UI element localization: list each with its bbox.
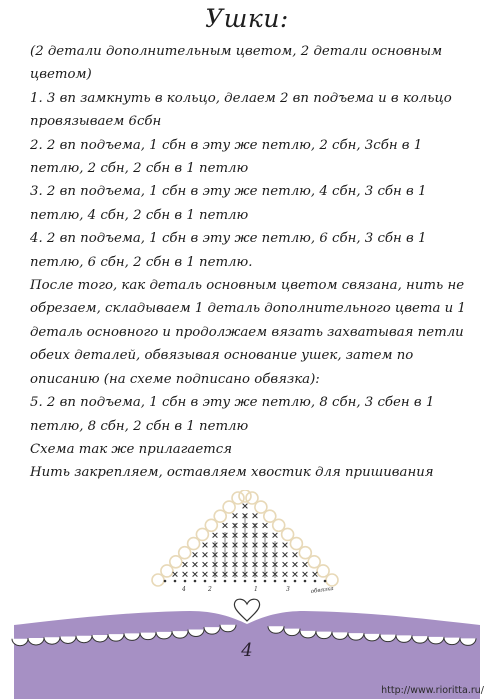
chain-dot: [214, 580, 217, 583]
stitch-mark: [213, 533, 218, 538]
stitch-mark: [193, 552, 198, 557]
row-label-3: 3: [286, 586, 290, 593]
stitch-mark: [203, 552, 208, 557]
stitch-mark: [193, 562, 198, 567]
chain-dot: [164, 580, 167, 583]
paragraph-finish: Нить закрепляем, оставляем хвостик для пришивания: [30, 465, 434, 481]
paragraph-intro: (2 детали дополнительным цветом, 2 детали основным цветом): [30, 44, 443, 83]
stitch-mark: [243, 504, 248, 509]
edging-loop: [326, 574, 338, 586]
chain-dot: [284, 580, 287, 583]
chain-dot: [294, 580, 297, 583]
chain-dot: [314, 580, 317, 583]
stitch-mark: [313, 572, 318, 577]
stitch-mark: [233, 513, 238, 518]
stitch-mark: [203, 562, 208, 567]
stitch-mark: [303, 562, 308, 567]
stitch-mark: [293, 562, 298, 567]
chain-dot: [304, 580, 307, 583]
paragraph-row-3: 3. 2 вп подъема, 1 сбн в эту же петлю, 4 сбн, 3 сбн в 1 петлю, 4 сбн, 2 сбн в 1 петлю: [30, 184, 427, 223]
paragraph-row-4: 4. 2 вп подъема, 1 сбн в эту же петлю, 6 сбн, 3 сбн в 1 петлю, 6 сбн, 2 сбн в 1 петлю.: [30, 231, 427, 270]
heart-icon: [234, 599, 259, 621]
stitch-mark: [193, 572, 198, 577]
chain-dot: [254, 580, 257, 583]
page-title: Ушки:: [205, 4, 289, 33]
row-label-4: 4: [182, 586, 186, 593]
edging-loop: [152, 574, 164, 586]
paragraph-row-1: 1. 3 вп замкнуть в кольцо, делаем 2 вп подъема и в кольцо провязываем 6сбн: [30, 90, 452, 130]
row-label-1: 1: [254, 586, 258, 593]
chain-dot: [194, 580, 197, 583]
stitch-mark: [183, 562, 188, 567]
stitch-mark: [173, 572, 178, 577]
stitch-mark: [283, 552, 288, 557]
stitch-mark: [283, 562, 288, 567]
chain-dot: [244, 580, 247, 583]
edging-loop: [239, 490, 251, 502]
stitch-mark: [253, 513, 258, 518]
row-label-2: 2: [208, 586, 212, 593]
stitch-mark: [283, 572, 288, 577]
stitch-mark: [293, 572, 298, 577]
stitch-mark: [273, 533, 278, 538]
stitch-mark: [283, 543, 288, 548]
paragraph-row-5: 5. 2 вп подъема, 1 сбн в эту же петлю, 8 сбн, 3 сбен в 1 петлю, 8 сбн, 2 сбн в 1 петлю: [30, 395, 435, 434]
chain-dot: [234, 580, 237, 583]
stitch-mark: [293, 552, 298, 557]
chain-dot: [204, 580, 207, 583]
stitch-mark: [303, 572, 308, 577]
instructions-text: [30, 40, 470, 485]
stitch-mark: [203, 543, 208, 548]
paragraph-scheme-note: Схема так же прилагается: [30, 441, 233, 457]
crochet-diagram: [150, 490, 340, 600]
paragraph-joining: После того, как деталь основным цветом связана, нить не обрезаем, складываем 1 деталь дополнительного цвета и 1 деталь основного и продолжаем вязать захватывая петли обеих деталей, обвязывая основание ушек, затем по описанию (на схеме подписано обвязка):: [30, 278, 466, 387]
chain-dot: [174, 580, 177, 583]
edge-label: обвязка: [310, 585, 335, 595]
stitch-mark: [263, 523, 268, 528]
watermark-url: http://www.rioritta.ru/: [381, 685, 484, 696]
stitch-mark: [223, 523, 228, 528]
paragraph-row-2: 2. 2 вп подъема, 1 сбн в эту же петлю, 2 сбн, 3сбн в 1 петлю, 2 сбн, 2 сбн в 1 петлю: [30, 137, 423, 177]
page-number: 4: [241, 640, 253, 661]
stitch-mark: [203, 572, 208, 577]
chain-dot: [264, 580, 267, 583]
stitch-mark: [183, 572, 188, 577]
chain-dot: [224, 580, 227, 583]
chain-dot: [324, 580, 327, 583]
chain-dot: [184, 580, 187, 583]
chain-dot: [274, 580, 277, 583]
